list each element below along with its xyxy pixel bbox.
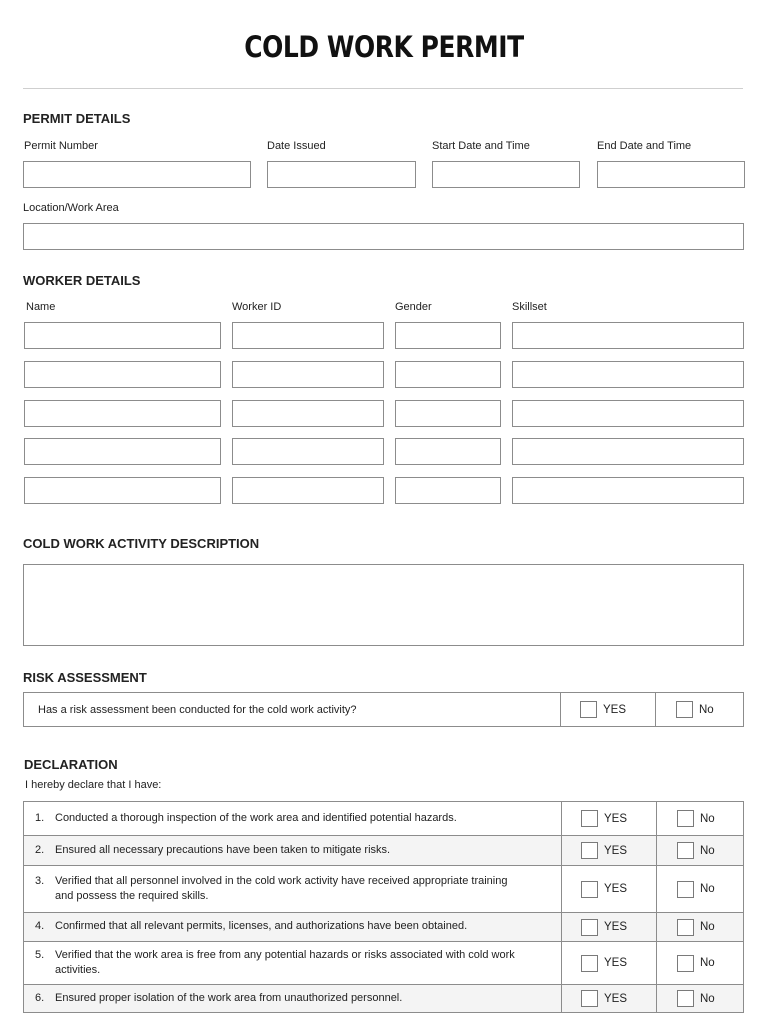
- yes-checkbox[interactable]: [581, 990, 598, 1007]
- no-cell: [657, 942, 744, 985]
- no-label: No: [700, 921, 715, 933]
- declaration-text-cell: [24, 942, 562, 985]
- declaration-row: [24, 802, 744, 836]
- yes-cell: [562, 942, 657, 985]
- no-checkbox[interactable]: [677, 842, 694, 859]
- no-checkbox[interactable]: [677, 881, 694, 898]
- declaration-heading: DECLARATION: [24, 757, 118, 772]
- yes-checkbox[interactable]: [581, 810, 598, 827]
- item-number: 4.: [35, 920, 45, 933]
- item-text: Ensured proper isolation of the work area from unauthorized personnel.: [55, 991, 403, 1004]
- activity-heading: COLD WORK ACTIVITY DESCRIPTION: [23, 536, 260, 551]
- item-number: 6.: [35, 991, 45, 1004]
- worker-gender-field[interactable]: [395, 361, 501, 388]
- yes-checkbox[interactable]: [581, 881, 598, 898]
- risk-assessment-heading: RISK ASSESSMENT: [23, 670, 147, 685]
- no-label: No: [700, 883, 715, 895]
- no-label: No: [700, 957, 715, 969]
- risk-no-checkbox[interactable]: [676, 701, 693, 718]
- item-text: Conducted a thorough inspection of the work area and identified potential hazards.: [55, 811, 457, 824]
- worker-name-field[interactable]: [24, 477, 221, 504]
- yes-cell: [562, 985, 657, 1013]
- worker-skillset-field[interactable]: [512, 361, 744, 388]
- risk-question: Has a risk assessment been conducted for the cold work activity?: [24, 693, 561, 727]
- yes-cell: [562, 866, 657, 913]
- start-date-label: Start Date and Time: [432, 140, 530, 152]
- risk-yes-checkbox[interactable]: [580, 701, 597, 718]
- location-label: Location/Work Area: [23, 202, 119, 214]
- yes-cell: [562, 836, 657, 866]
- risk-yes-label: YES: [603, 703, 627, 716]
- item-text: Verified that all personnel involved in the cold work activity have received appropriate training and possess the required skills.: [55, 874, 508, 902]
- worker-name-field[interactable]: [24, 322, 221, 349]
- yes-label: YES: [604, 921, 628, 933]
- yes-checkbox[interactable]: [581, 842, 598, 859]
- item-text: Confirmed that all relevant permits, licenses, and authorizations have been obtained.: [55, 920, 468, 933]
- declaration-text-cell: [24, 866, 562, 913]
- declaration-row: [24, 866, 744, 913]
- worker-id-field[interactable]: [232, 361, 384, 388]
- skillset-label: Skillset: [512, 301, 547, 313]
- worker-id-label: Worker ID: [232, 301, 282, 313]
- worker-name-field[interactable]: [24, 400, 221, 427]
- gender-label: Gender: [395, 301, 432, 313]
- worker-id-field[interactable]: [232, 322, 384, 349]
- worker-id-field[interactable]: [232, 477, 384, 504]
- permit-details-heading: PERMIT DETAILS: [23, 111, 131, 126]
- risk-row: [24, 693, 744, 727]
- worker-name-label: Name: [26, 301, 56, 313]
- item-text: Verified that the work area is free from any potential hazards or risks associated with cold work activities.: [55, 948, 515, 976]
- date-issued-label: Date Issued: [267, 140, 326, 152]
- worker-name-field[interactable]: [24, 438, 221, 465]
- risk-yes-cell: [561, 693, 656, 727]
- worker-details-heading: WORKER DETAILS: [23, 273, 141, 288]
- worker-skillset-field[interactable]: [512, 477, 744, 504]
- no-cell: [657, 913, 744, 942]
- declaration-row: [24, 985, 744, 1013]
- worker-skillset-field[interactable]: [512, 322, 744, 349]
- yes-cell: [562, 913, 657, 942]
- risk-assessment-table: [23, 692, 744, 727]
- worker-gender-field[interactable]: [395, 400, 501, 427]
- worker-name-field[interactable]: [24, 361, 221, 388]
- yes-label: YES: [604, 883, 628, 895]
- yes-cell: [562, 802, 657, 836]
- no-label: No: [700, 992, 715, 1005]
- item-text: Ensured all necessary precautions have been taken to mitigate risks.: [55, 843, 391, 856]
- risk-no-label: No: [699, 703, 714, 716]
- item-number: 5.: [35, 948, 45, 961]
- no-checkbox[interactable]: [677, 810, 694, 827]
- date-issued-field[interactable]: [267, 161, 416, 188]
- worker-id-field[interactable]: [232, 400, 384, 427]
- start-date-field[interactable]: [432, 161, 580, 188]
- declaration-text-cell: [24, 985, 562, 1013]
- worker-gender-field[interactable]: [395, 477, 501, 504]
- item-number: 1.: [35, 811, 45, 824]
- location-field[interactable]: [23, 223, 744, 250]
- worker-skillset-field[interactable]: [512, 438, 744, 465]
- risk-no-cell: [656, 693, 744, 727]
- declaration-row: [24, 942, 744, 985]
- declaration-text-cell: [24, 836, 562, 866]
- no-checkbox[interactable]: [677, 955, 694, 972]
- title-divider: [23, 88, 743, 89]
- declaration-table: [23, 801, 744, 1013]
- no-cell: [657, 866, 744, 913]
- permit-number-label: Permit Number: [24, 140, 98, 152]
- end-date-field[interactable]: [597, 161, 745, 188]
- worker-id-field[interactable]: [232, 438, 384, 465]
- yes-label: YES: [604, 812, 628, 825]
- yes-checkbox[interactable]: [581, 955, 598, 972]
- declaration-row: [24, 836, 744, 866]
- permit-number-field[interactable]: [23, 161, 251, 188]
- worker-gender-field[interactable]: [395, 322, 501, 349]
- no-cell: [657, 802, 744, 836]
- no-label: No: [700, 812, 715, 825]
- item-number: 2.: [35, 843, 45, 856]
- end-date-label: End Date and Time: [597, 140, 692, 152]
- yes-label: YES: [604, 992, 628, 1005]
- worker-gender-field[interactable]: [395, 438, 501, 465]
- no-cell: [657, 836, 744, 866]
- no-checkbox[interactable]: [677, 990, 694, 1007]
- item-number: 3.: [35, 874, 45, 887]
- activity-description-field[interactable]: [23, 564, 744, 646]
- yes-label: YES: [604, 957, 628, 969]
- declaration-row: [24, 913, 744, 942]
- no-label: No: [700, 844, 715, 857]
- yes-label: YES: [604, 844, 628, 857]
- worker-skillset-field[interactable]: [512, 400, 744, 427]
- declaration-intro: I hereby declare that I have:: [25, 779, 162, 791]
- yes-checkbox[interactable]: [581, 919, 598, 936]
- page-title: COLD WORK PERMIT: [244, 30, 524, 64]
- declaration-text-cell: [24, 802, 562, 836]
- declaration-text-cell: [24, 913, 562, 942]
- no-cell: [657, 985, 744, 1013]
- no-checkbox[interactable]: [677, 919, 694, 936]
